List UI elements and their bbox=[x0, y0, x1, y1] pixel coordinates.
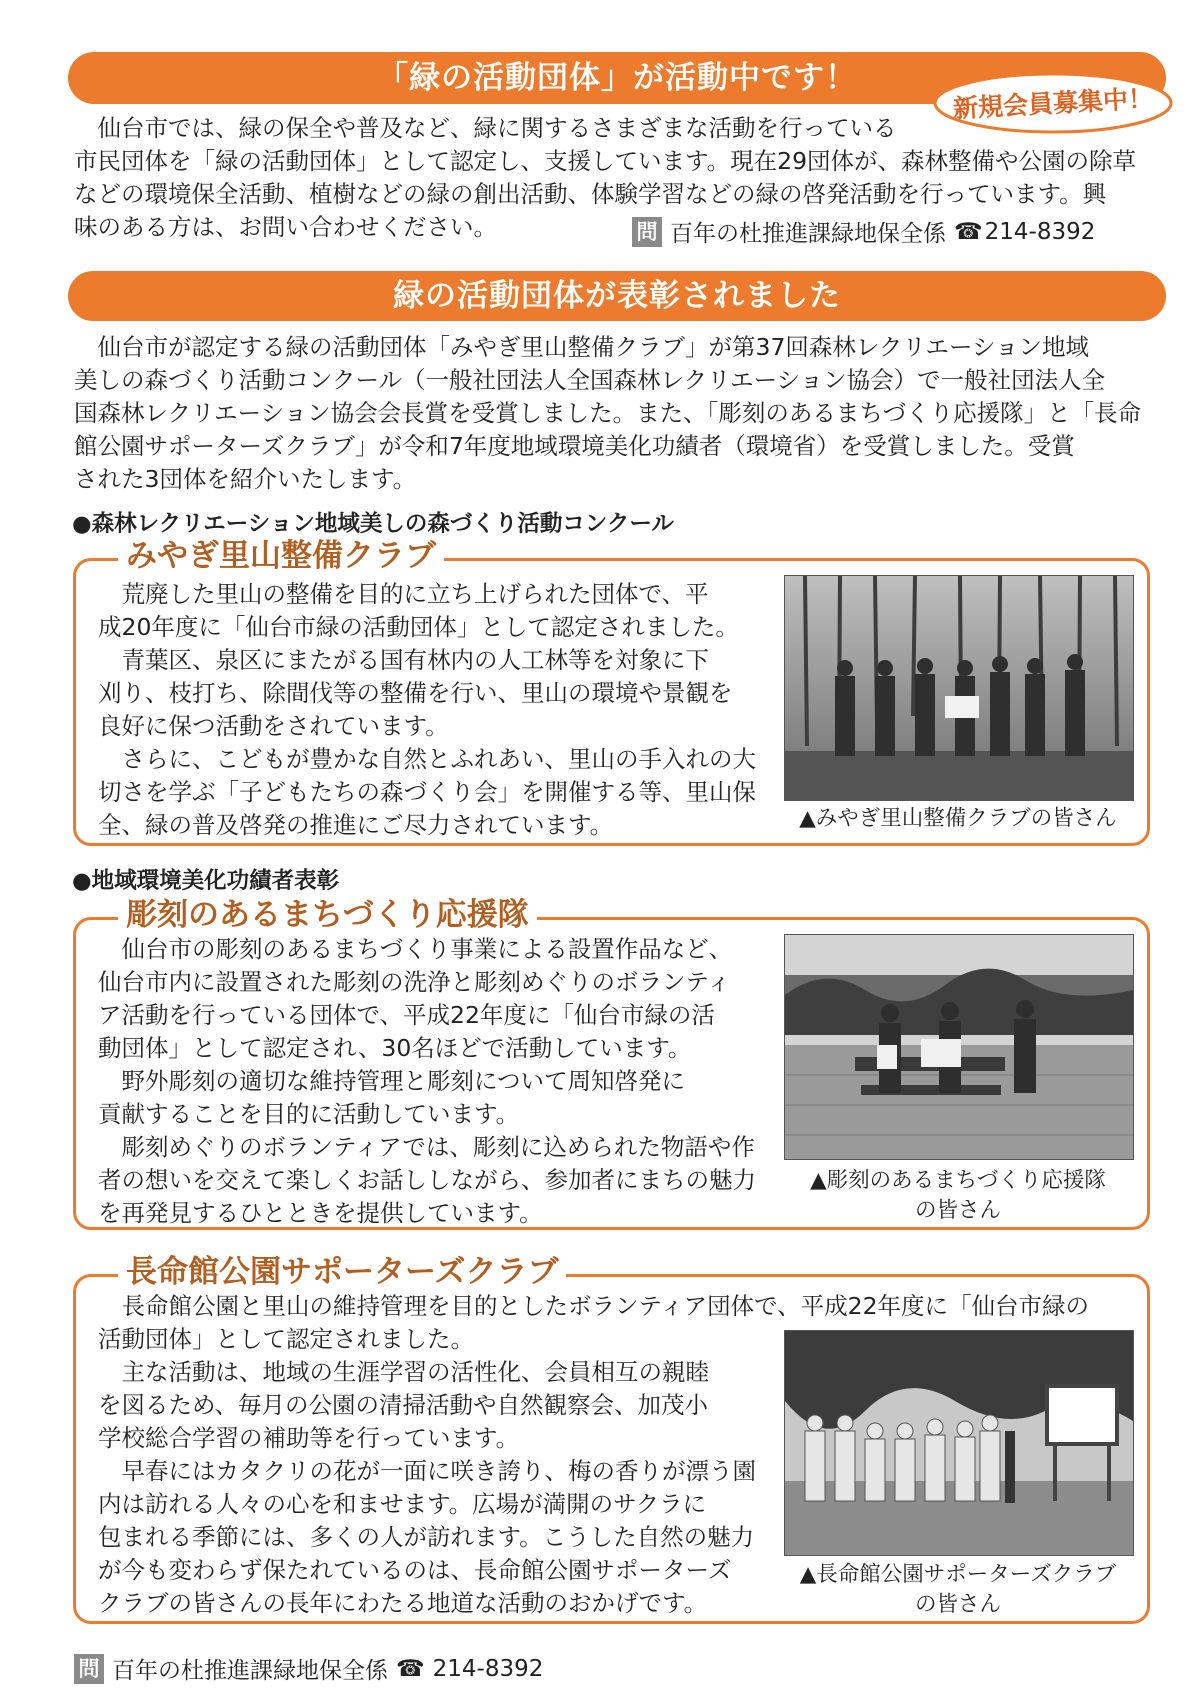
body-line: 野外彫刻の適切な維持管理と彫刻について周知啓発に bbox=[121, 1067, 686, 1095]
body-line: などの環境保全活動、植樹などの緑の創出活動、体験学習などの緑の啓発活動を行っています。興 bbox=[74, 180, 1107, 208]
body-line: 仙台市の彫刻のあるまちづくり事業による設置作品など、 bbox=[121, 935, 733, 963]
group1-title-text: みやぎ里山整備クラブ bbox=[126, 538, 436, 574]
contact-dept: 百年の杜推進課緑地保全係 bbox=[670, 221, 946, 247]
phone-icon: ☎ bbox=[396, 1655, 425, 1682]
recruit-badge-text: 新規会員募集中！ bbox=[952, 83, 1154, 124]
section2-body bbox=[74, 331, 1164, 496]
body-line: 早春にはカタクリの花が一面に咲き誇り、梅の香りが漂う園 bbox=[121, 1457, 756, 1485]
body-line: 包まれる季節には、多くの人が訪れます。こうした自然の魅力 bbox=[98, 1523, 755, 1551]
body-line: 主な活動は、地域の生涯学習の活性化、会員相互の親睦 bbox=[121, 1358, 709, 1386]
body-line: 動団体」として認定され、30名ほどで活動しています。 bbox=[98, 1034, 692, 1062]
body-line: 長命館公園と里山の維持管理を目的としたボランティア団体で、平成22年度に「仙台市緑の bbox=[121, 1292, 1090, 1320]
contact-phone: 214-8392 bbox=[432, 1655, 544, 1682]
body-line: 荒廃した里山の整備を目的に立ち上げられた団体で、平 bbox=[121, 580, 709, 608]
footer-contact bbox=[74, 1652, 543, 1685]
body-line: 美しの森づくり活動コンクール（一般社団法人全国森林レクリエーション協会）で一般社団法人全 bbox=[74, 366, 1106, 394]
group2-title bbox=[118, 897, 537, 933]
body-line: クラブの皆さんの長年にわたる地道な活動のおかげです。 bbox=[98, 1589, 708, 1617]
body-line: 仙台市が認定する緑の活動団体「みやぎ里山整備クラブ」が第37回森林レクリエーション地域 bbox=[97, 333, 1090, 361]
body-line: を図るため、毎月の公園の清掃活動や自然観察会、加茂小 bbox=[98, 1391, 709, 1419]
inquiry-icon: 問 bbox=[632, 217, 662, 247]
body-line: ア活動を行っている団体で、平成22年度に「仙台市緑の活 bbox=[98, 1001, 715, 1029]
group3-photo bbox=[784, 1330, 1134, 1556]
body-line: された3団体を紹介いたします。 bbox=[74, 465, 417, 493]
body-line: 館公園サポーターズクラブ」が令和7年度地域環境美化功績者（環境省）を受賞しました。受賞 bbox=[74, 432, 1075, 460]
group1-title bbox=[118, 538, 444, 574]
category-heading-2: ●地域環境美化功績者表彰 bbox=[72, 868, 340, 894]
body-line: が今も変わらず保たれているのは、長命館公園サポーターズ bbox=[98, 1556, 732, 1584]
body-line: 活動団体」として認定されました。 bbox=[98, 1325, 474, 1353]
phone-icon: ☎ bbox=[954, 218, 983, 245]
group2-photo bbox=[784, 934, 1134, 1160]
body-line: さらに、こどもが豊かな自然とふれあい、里山の手入れの大 bbox=[121, 745, 756, 773]
group3-caption-line2: の皆さん bbox=[914, 1592, 1001, 1617]
group1-photo bbox=[784, 575, 1134, 801]
group2-body bbox=[98, 933, 758, 1230]
group1-body bbox=[98, 578, 758, 842]
group3-body-full bbox=[98, 1290, 1138, 1323]
body-line: を再発見するひとときを提供しています。 bbox=[98, 1199, 543, 1227]
section2-banner bbox=[68, 271, 1166, 321]
section1-contact bbox=[632, 215, 1095, 248]
section1-banner-text: 「緑の活動団体」が活動中です！ bbox=[377, 60, 857, 96]
body-line: 切さを学ぶ「子どもたちの森づくり会」を開催する等、里山保 bbox=[98, 778, 756, 806]
group2-caption-line2: の皆さん bbox=[914, 1198, 1001, 1223]
body-line: 青葉区、泉区にまたがる国有林内の人工林等を対象に下 bbox=[121, 646, 709, 674]
group2-title-text: 彫刻のあるまちづくり応援隊 bbox=[126, 897, 529, 933]
body-line: 全、緑の普及啓発の推進にご尽力されています。 bbox=[98, 811, 614, 839]
group2-caption-line1: ▲彫刻のあるまちづくり応援隊 bbox=[810, 1168, 1106, 1193]
body-line: 仙台市では、緑の保全や普及など、緑に関するさまざまな活動を行っている bbox=[97, 114, 897, 142]
group3-caption bbox=[772, 1560, 1144, 1620]
body-line: 者の想いを交えて楽しくお話ししながら、参加者にまちの魅力 bbox=[98, 1166, 756, 1194]
body-line: 成20年度に「仙台市緑の活動団体」として認定されました。 bbox=[98, 613, 739, 641]
body-line: 彫刻めぐりのボランティアでは、彫刻に込められた物語や作 bbox=[121, 1133, 755, 1161]
body-line: 刈り、枝打ち、除間伐等の整備を行い、里山の環境や景観を bbox=[98, 679, 733, 707]
section2-banner-text: 緑の活動団体が表彰されました bbox=[393, 278, 841, 314]
body-line: 市民団体を「緑の活動団体」として認定し、支援しています。現在29団体が、森林整備や公園の除草 bbox=[74, 147, 1137, 175]
body-line: 学校総合学習の補助等を行っています。 bbox=[98, 1424, 520, 1452]
category-heading-1: ●森林レクリエーション地域美しの森づくり活動コンクール bbox=[72, 511, 674, 537]
group3-title bbox=[118, 1254, 566, 1290]
group3-title-text: 長命館公園サポーターズクラブ bbox=[126, 1254, 559, 1290]
body-line: 味のある方は、お問い合わせください。 bbox=[74, 213, 497, 241]
body-line: 内は訪れる人々の心を和ませます。広場が満開のサクラに bbox=[98, 1490, 707, 1518]
inquiry-icon: 問 bbox=[74, 1654, 104, 1684]
group1-caption: ▲みやぎ里山整備クラブの皆さん bbox=[799, 806, 1117, 831]
contact-phone: 214-8392 bbox=[984, 218, 1096, 245]
group2-caption bbox=[772, 1166, 1144, 1226]
contact-dept: 百年の杜推進課緑地保全係 bbox=[112, 1658, 388, 1684]
body-line: 仙台市内に設置された彫刻の洗浄と彫刻めぐりのボランティ bbox=[98, 968, 731, 996]
body-line: 貢献することを目的に活動しています。 bbox=[98, 1100, 520, 1128]
body-line: 良好に保つ活動をされています。 bbox=[98, 712, 449, 740]
group3-caption-line1: ▲長命館公園サポーターズクラブ bbox=[799, 1562, 1117, 1587]
group3-body bbox=[98, 1323, 758, 1620]
body-line: 国森林レクリエーション協会会長賞を受賞しました。また、「彫刻のあるまちづくり応援隊」と「長命 bbox=[74, 399, 1142, 427]
